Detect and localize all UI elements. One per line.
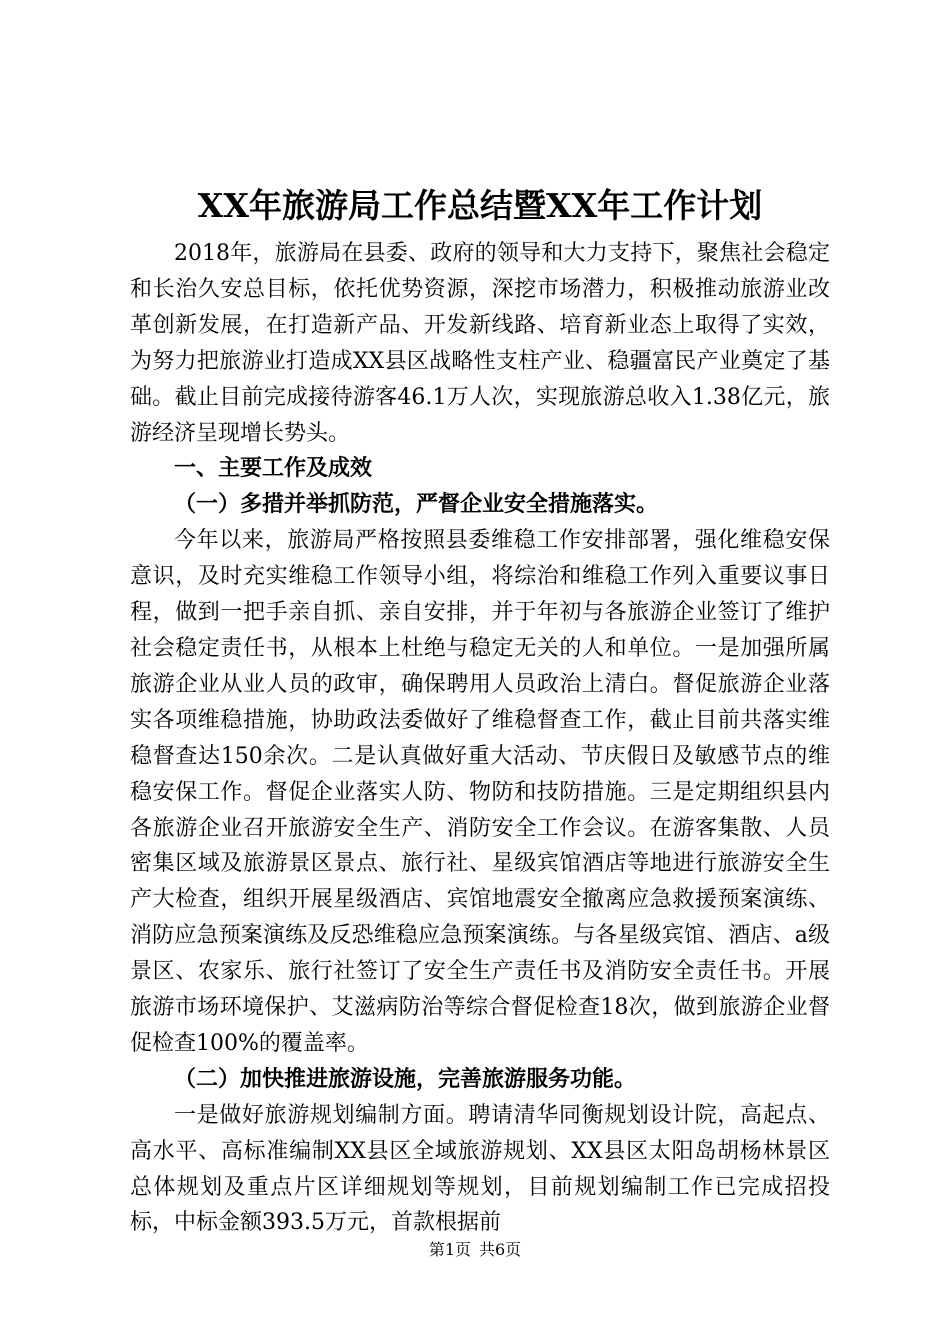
page-number: 第1页 [428,1240,471,1259]
document-title: XX年旅游局工作总结暨XX年工作计划 [197,186,763,225]
safety-paragraph: 今年以来，旅游局严格按照县委维稳工作安排部署，强化维稳安保意识，及时充实维稳工作领导小组，将综治和维稳工作列入重要议事日程，做到一把手亲自抓、亲自安排，并于年初与各旅游企业签订了维护社会稳定责任书，从根本上杜绝与稳定无关的人和单位。一是加强所属旅游企业从业人员的政审，确保聘用人员政治上清白。督促旅游企业落实各项维稳措施，协助政法委做好了维稳督查工作，截止目前共落实维稳督查达150余次。二是认真做好重大活动、节庆假日及敏感节点的维稳安保工作。督促企业落实人防、物防和技防措施。三是定期组织县内各旅游企业召开旅游安全生产、消防安全工作会议。在游客集散、人员密集区域及旅游景区景点、旅行社、星级宾馆酒店等地进行旅游安全生产大检查，组织开展星级酒店、宾馆地震安全撤离应急救援预案演练、消防应急预案演练及反恐维稳应急预案演练。与各星级宾馆、酒店、a级景区、农家乐、旅行社签订了安全生产责任书及消防安全责任书。开展旅游市场环境保护、艾滋病防治等综合督促检查18次，做到旅游企业督促检查100%的覆盖率。 [130,528,830,1056]
subsection-heading-safety: （一）多措并举抓防范，严督企业安全措施落实。 [174,491,659,518]
page-total: 共6页 [479,1240,522,1259]
section-heading-main-work: 一、主要工作及成效 [174,455,373,482]
intro-paragraph: 2018年，旅游局在县委、政府的领导和大力支持下，聚焦社会稳定和长治久安总目标，依托优势资源，深挖市场潜力，积极推动旅游业改革创新发展，在打造新产品、开发新线路、培育新业态上取得了实效，为努力把旅游业打造成XX县区战略性支柱产业、稳疆富民产业奠定了基础。截止目前完成接待游客46.1万人次，实现旅游总收入1.38亿元，旅游经济呈现增长势头。 [130,241,830,446]
document-body [130,236,830,1241]
facilities-paragraph: 一是做好旅游规划编制方面。聘请清华同衡规划设计院，高起点、高水平、高标准编制XX县区全域旅游规划、XX县区太阳岛胡杨林景区总体规划及重点片区详细规划等规划，目前规划编制工作已完成招投标，中标金额393.5万元，首款根据前 [130,1102,830,1236]
page-footer [0,1239,950,1261]
subsection-heading-facilities: （二）加快推进旅游设施，完善旅游服务功能。 [174,1065,637,1092]
